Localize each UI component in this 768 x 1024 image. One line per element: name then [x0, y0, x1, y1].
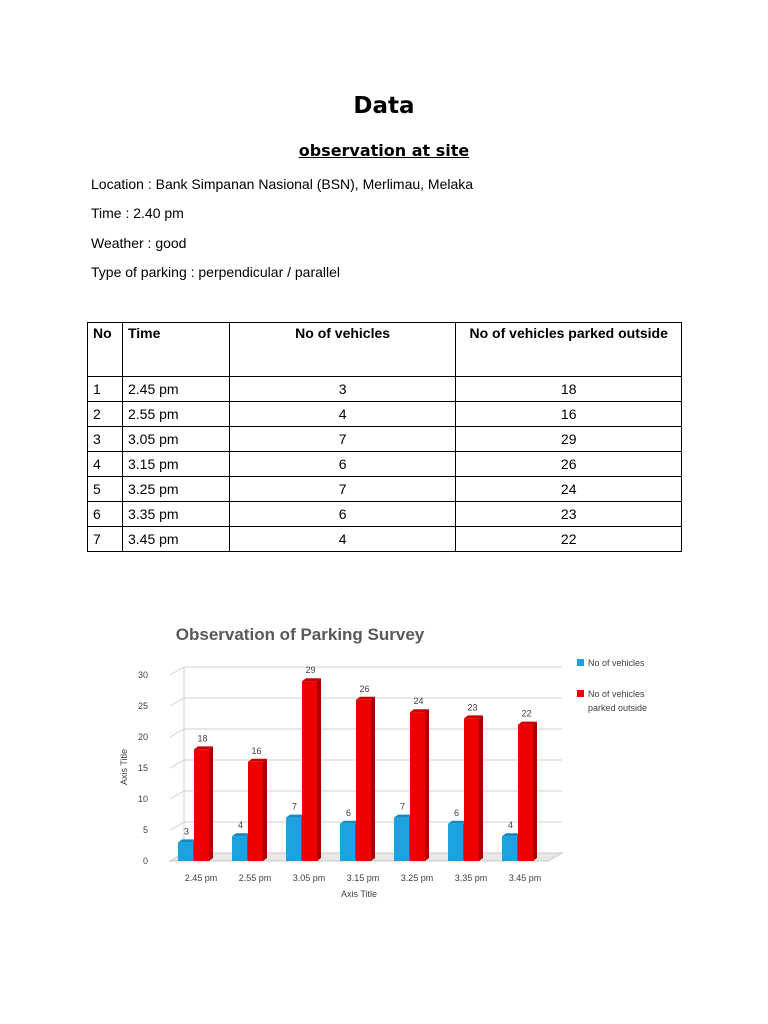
- table-row: [88, 477, 682, 502]
- bar: [410, 712, 425, 861]
- y-tick-label: 5: [142, 825, 148, 835]
- parking-type-line: Type of parking : perpendicular / parallel: [91, 264, 341, 280]
- gridline: [170, 667, 562, 675]
- cell-parked-outside: 16: [456, 402, 682, 427]
- x-tick-label: 3.45 pm: [508, 873, 542, 883]
- cell-parked-outside: 18: [456, 377, 682, 402]
- data-label: 29: [305, 665, 316, 676]
- cell-vehicles: 4: [229, 527, 456, 552]
- y-tick-label: 25: [137, 701, 148, 711]
- data-label: 18: [197, 733, 208, 744]
- cell-no: 7: [88, 527, 123, 552]
- observation-table: [87, 322, 682, 552]
- table-row: [88, 427, 682, 452]
- x-tick-label: 2.45 pm: [184, 873, 218, 883]
- bar-side: [371, 697, 375, 861]
- data-label: 6: [345, 807, 352, 818]
- time-line: Time : 2.40 pm: [91, 205, 184, 221]
- bar-side: [263, 759, 267, 861]
- table-header-row: [88, 323, 682, 377]
- cell-no: 6: [88, 502, 123, 527]
- x-axis-title: Axis Title: [340, 889, 378, 899]
- data-label: 4: [507, 820, 514, 831]
- data-label: 4: [237, 820, 244, 831]
- cell-time: 3.25 pm: [122, 477, 229, 502]
- bar: [518, 725, 533, 861]
- table-row: [88, 452, 682, 477]
- data-label: 26: [359, 683, 370, 694]
- cell-time: 3.45 pm: [122, 527, 229, 552]
- bar-side: [479, 715, 483, 861]
- table-row: [88, 502, 682, 527]
- cell-time: 2.55 pm: [122, 402, 229, 427]
- weather-line: Weather : good: [91, 235, 187, 251]
- bar: [194, 749, 209, 861]
- legend-label: No of vehicles parked outside: [588, 689, 648, 713]
- data-label: 16: [251, 745, 262, 756]
- cell-no: 3: [88, 427, 123, 452]
- header-vehicles: No of vehicles: [229, 323, 456, 377]
- table-row: [88, 377, 682, 402]
- y-tick-label: 10: [137, 794, 148, 804]
- cell-parked-outside: 22: [456, 527, 682, 552]
- y-tick-label: 20: [137, 732, 148, 742]
- table-row: [88, 402, 682, 427]
- data-label: 7: [399, 801, 406, 812]
- header-no: No: [88, 323, 123, 377]
- cell-vehicles: 6: [229, 452, 456, 477]
- cell-no: 1: [88, 377, 123, 402]
- bar-side: [533, 722, 537, 861]
- bar: [464, 718, 479, 861]
- data-label: 23: [467, 702, 478, 713]
- x-tick-label: 2.55 pm: [238, 873, 272, 883]
- data-label: 6: [453, 807, 460, 818]
- data-label: 24: [413, 696, 424, 707]
- cell-parked-outside: 24: [456, 477, 682, 502]
- bar: [340, 824, 355, 861]
- bar: [232, 836, 247, 861]
- y-tick-label: 15: [137, 763, 148, 773]
- document-subtitle: observation at site: [298, 141, 470, 160]
- location-line: Location : Bank Simpanan Nasional (BSN), Merlimau, Melaka: [91, 176, 474, 192]
- cell-parked-outside: 26: [456, 452, 682, 477]
- y-axis-title: Axis Title: [119, 748, 129, 786]
- y-tick-label: 0: [142, 856, 148, 866]
- bar-side: [317, 678, 321, 861]
- cell-vehicles: 6: [229, 502, 456, 527]
- cell-no: 4: [88, 452, 123, 477]
- bar: [248, 762, 263, 861]
- cell-no: 2: [88, 402, 123, 427]
- data-label: 7: [291, 801, 298, 812]
- cell-vehicles: 3: [229, 377, 456, 402]
- x-tick-label: 3.05 pm: [292, 873, 326, 883]
- chart-title: Observation of Parking Survey: [175, 625, 425, 644]
- bar: [178, 842, 193, 861]
- legend-swatch: [577, 690, 584, 697]
- table-row: [88, 527, 682, 552]
- x-tick-label: 3.25 pm: [400, 873, 434, 883]
- bar: [356, 700, 371, 861]
- cell-vehicles: 7: [229, 427, 456, 452]
- cell-parked-outside: 23: [456, 502, 682, 527]
- bar: [502, 836, 517, 861]
- data-label: 3: [183, 826, 190, 837]
- parking-survey-chart: [110, 612, 670, 912]
- data-label: 22: [521, 708, 532, 719]
- legend-label: No of vehicles: [588, 658, 645, 668]
- bar: [448, 824, 463, 861]
- bar: [302, 681, 317, 861]
- cell-no: 5: [88, 477, 123, 502]
- x-tick-label: 3.15 pm: [346, 873, 380, 883]
- cell-time: 3.35 pm: [122, 502, 229, 527]
- cell-time: 3.05 pm: [122, 427, 229, 452]
- bar: [286, 818, 301, 861]
- x-tick-label: 3.35 pm: [454, 873, 488, 883]
- document-title: Data: [353, 93, 415, 119]
- y-tick-label: 30: [137, 670, 148, 680]
- cell-vehicles: 7: [229, 477, 456, 502]
- bar-side: [425, 709, 429, 861]
- cell-parked-outside: 29: [456, 427, 682, 452]
- cell-time: 3.15 pm: [122, 452, 229, 477]
- header-parked-outside: No of vehicles parked outside: [456, 323, 682, 377]
- bar-side: [209, 746, 213, 861]
- cell-time: 2.45 pm: [122, 377, 229, 402]
- bar: [394, 818, 409, 861]
- header-time: Time: [122, 323, 229, 377]
- legend-swatch: [577, 659, 584, 666]
- cell-vehicles: 4: [229, 402, 456, 427]
